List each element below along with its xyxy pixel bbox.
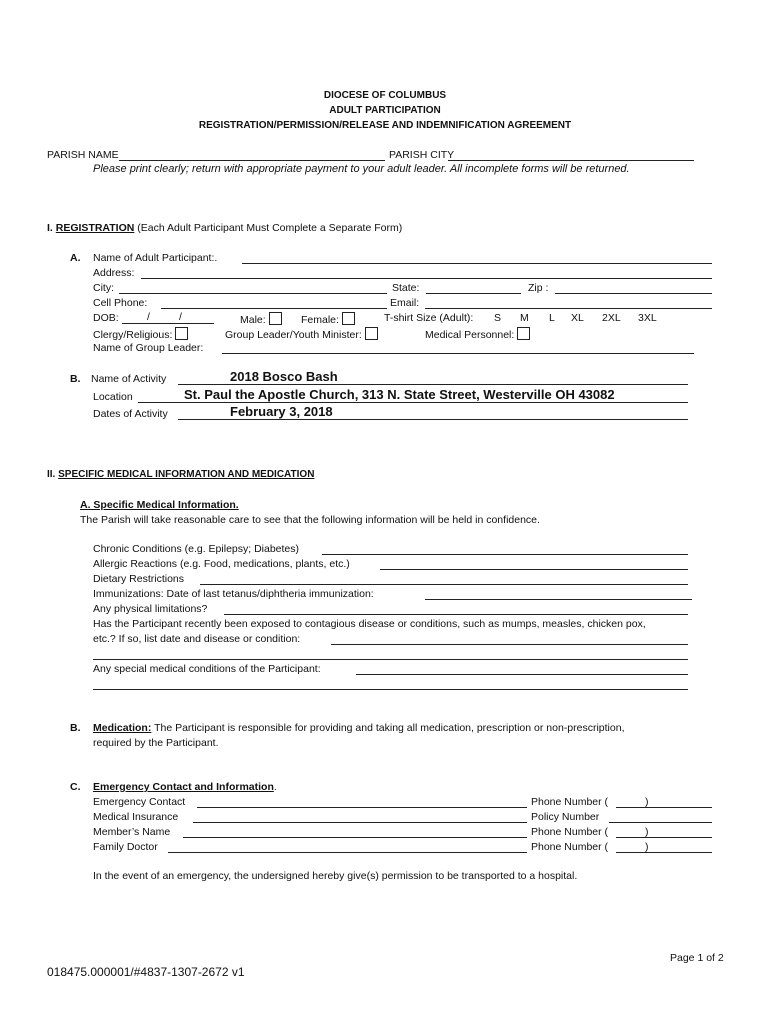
members-phone-field[interactable] bbox=[616, 837, 712, 838]
dates-field[interactable] bbox=[178, 419, 688, 420]
chronic-conditions-label: Chronic Conditions (e.g. Epilepsy; Diabetes) bbox=[93, 543, 300, 555]
group-leader-checkbox[interactable] bbox=[365, 327, 378, 340]
parish-city-field[interactable] bbox=[448, 160, 694, 161]
section-2-text: SPECIFIC MEDICAL INFORMATION AND MEDICATION bbox=[58, 469, 315, 480]
group-leader-label: Group Leader/Youth Minister: bbox=[225, 329, 362, 341]
dob-label: DOB: bbox=[93, 312, 119, 324]
section-1-title bbox=[47, 222, 402, 235]
tshirt-size-l[interactable]: L bbox=[549, 312, 555, 324]
medication-text: The Participant is responsible for providing and taking all medication, prescription or non-prescription, bbox=[154, 722, 625, 734]
family-doctor-label: Family Doctor bbox=[93, 841, 158, 853]
header-adult-participation: ADULT PARTICIPATION bbox=[329, 105, 441, 116]
members-name-field[interactable] bbox=[183, 837, 527, 838]
tshirt-size-2xl[interactable]: 2XL bbox=[602, 312, 621, 324]
dob-field[interactable] bbox=[122, 323, 214, 324]
tshirt-size-xl[interactable]: XL bbox=[571, 312, 584, 324]
instructions-text: Please print clearly; return with appropriate payment to your adult leader. All incomplete forms will be returned. bbox=[93, 163, 630, 175]
male-checkbox[interactable] bbox=[269, 312, 282, 325]
hospital-permission-text: In the event of an emergency, the undersigned hereby give(s) permission to be transported to a hospital. bbox=[93, 870, 578, 882]
clergy-option bbox=[93, 327, 188, 342]
dates-value: February 3, 2018 bbox=[230, 404, 333, 419]
immunizations-label: Immunizations: Date of last tetanus/diphtheria immunization: bbox=[93, 588, 374, 600]
policy-number-label: Policy Number bbox=[531, 811, 600, 823]
dietary-restrictions-field[interactable] bbox=[200, 584, 688, 585]
dates-label: Dates of Activity bbox=[93, 408, 168, 420]
header-agreement-title: REGISTRATION/PERMISSION/RELEASE AND INDEMNIFICATION AGREEMENT bbox=[198, 120, 572, 131]
group-leader-name-field[interactable] bbox=[222, 353, 694, 354]
members-phone-label: Phone Number ( bbox=[531, 826, 609, 838]
contagious-exposure-text: Has the Participant recently been exposed to contagious disease or conditions, such as mumps, measles, chicken pox, bbox=[93, 618, 646, 630]
doctor-phone-close: ) bbox=[645, 841, 649, 853]
doctor-phone-field[interactable] bbox=[616, 852, 712, 853]
email-field[interactable] bbox=[425, 308, 712, 309]
immunizations-field[interactable] bbox=[425, 599, 692, 600]
emergency-contact-heading: Emergency Contact and Information bbox=[93, 781, 274, 793]
state-field[interactable] bbox=[426, 293, 521, 294]
dob-separator-2: / bbox=[179, 311, 182, 323]
group-leader-option bbox=[225, 327, 378, 342]
participant-name-label: Name of Adult Participant:. bbox=[93, 252, 218, 264]
parish-name-field[interactable] bbox=[119, 160, 385, 161]
medication-paragraph bbox=[93, 722, 625, 735]
clergy-label: Clergy/Religious: bbox=[93, 329, 173, 341]
dietary-restrictions-label: Dietary Restrictions bbox=[93, 573, 185, 585]
section-2b-marker: B. bbox=[70, 722, 81, 734]
activity-name-field[interactable] bbox=[178, 384, 688, 385]
city-field[interactable] bbox=[119, 293, 387, 294]
section-1-word: REGISTRATION bbox=[55, 222, 135, 234]
medical-personnel-label: Medical Personnel: bbox=[425, 329, 515, 341]
medical-insurance-field[interactable] bbox=[193, 822, 527, 823]
dob-separator-1: / bbox=[147, 311, 150, 323]
cell-phone-label: Cell Phone: bbox=[93, 297, 148, 309]
tshirt-size-m[interactable]: M bbox=[520, 312, 529, 324]
special-conditions-field[interactable] bbox=[356, 674, 688, 675]
parish-city-label: PARISH CITY bbox=[389, 149, 455, 161]
document-id: 018475.000001/#4837-1307-2672 v1 bbox=[47, 965, 245, 979]
emergency-contact-heading-line bbox=[93, 781, 277, 794]
emergency-phone-field[interactable] bbox=[616, 807, 712, 808]
section-2c-marker: C. bbox=[70, 781, 81, 793]
contagious-exposure-field-2[interactable] bbox=[93, 659, 688, 660]
location-field[interactable] bbox=[138, 402, 688, 403]
section-2-title bbox=[47, 468, 314, 481]
physical-limitations-field[interactable] bbox=[224, 614, 688, 615]
doctor-phone-label: Phone Number ( bbox=[531, 841, 609, 853]
tshirt-size-label: T-shirt Size (Adult): bbox=[384, 312, 474, 324]
section-1b-marker: B. bbox=[70, 373, 81, 385]
female-option bbox=[301, 312, 355, 327]
contagious-exposure-field[interactable] bbox=[331, 644, 688, 645]
medical-personnel-option bbox=[425, 327, 530, 342]
activity-name-label: Name of Activity bbox=[91, 373, 167, 385]
section-1a-marker: A. bbox=[70, 252, 81, 264]
header-diocese: DIOCESE OF COLUMBUS bbox=[323, 90, 447, 101]
location-value: St. Paul the Apostle Church, 313 N. State Street, Westerville OH 43082 bbox=[184, 387, 615, 402]
emergency-contact-label: Emergency Contact bbox=[93, 796, 186, 808]
page-number: Page 1 of 2 bbox=[670, 952, 724, 964]
clergy-checkbox[interactable] bbox=[175, 327, 188, 340]
emergency-phone-close: ) bbox=[645, 796, 649, 808]
section-2-number: II. bbox=[47, 469, 56, 480]
female-checkbox[interactable] bbox=[342, 312, 355, 325]
medication-text-2: required by the Participant. bbox=[93, 737, 219, 749]
allergic-reactions-label: Allergic Reactions (e.g. Food, medications, plants, etc.) bbox=[93, 558, 350, 570]
chronic-conditions-field[interactable] bbox=[322, 554, 688, 555]
special-conditions-field-2[interactable] bbox=[93, 689, 688, 690]
state-label: State: bbox=[392, 282, 420, 294]
physical-limitations-label: Any physical limitations? bbox=[93, 603, 208, 615]
parish-name-label: PARISH NAME bbox=[47, 149, 119, 161]
city-label: City: bbox=[93, 282, 114, 294]
zip-field[interactable] bbox=[555, 293, 712, 294]
policy-number-field[interactable] bbox=[609, 822, 712, 823]
contagious-exposure-prompt: etc.? If so, list date and disease or condition: bbox=[93, 633, 301, 645]
activity-name-value: 2018 Bosco Bash bbox=[230, 369, 338, 384]
emergency-phone-label: Phone Number ( bbox=[531, 796, 609, 808]
male-label: Male: bbox=[240, 314, 266, 326]
members-phone-close: ) bbox=[645, 826, 649, 838]
male-option bbox=[240, 312, 282, 327]
members-name-label: Member’s Name bbox=[93, 826, 171, 838]
confidentiality-text: The Parish will take reasonable care to see that the following information will be held in confidence. bbox=[80, 514, 540, 526]
emergency-heading-period: . bbox=[273, 781, 277, 793]
emergency-contact-field[interactable] bbox=[197, 807, 527, 808]
address-label: Address: bbox=[93, 267, 135, 279]
medical-personnel-checkbox[interactable] bbox=[517, 327, 530, 340]
family-doctor-field[interactable] bbox=[168, 852, 527, 853]
location-label: Location bbox=[93, 391, 133, 403]
special-conditions-label: Any special medical conditions of the Participant: bbox=[93, 663, 321, 675]
section-1-note: (Each Adult Participant Must Complete a Separate Form) bbox=[137, 222, 403, 234]
group-leader-name-label: Name of Group Leader: bbox=[93, 342, 204, 354]
tshirt-size-s[interactable]: S bbox=[494, 312, 502, 324]
tshirt-size-3xl[interactable]: 3XL bbox=[638, 312, 657, 324]
medication-heading: Medication: bbox=[93, 722, 152, 734]
participant-name-field[interactable] bbox=[242, 263, 712, 264]
cell-phone-field[interactable] bbox=[161, 308, 387, 309]
medical-insurance-label: Medical Insurance bbox=[93, 811, 179, 823]
email-label: Email: bbox=[390, 297, 420, 309]
zip-label: Zip : bbox=[528, 282, 549, 294]
specific-medical-heading: A. Specific Medical Information. bbox=[80, 499, 239, 511]
section-1-number: I. bbox=[47, 222, 53, 234]
address-field[interactable] bbox=[141, 278, 712, 279]
allergic-reactions-field[interactable] bbox=[380, 569, 688, 570]
female-label: Female: bbox=[301, 314, 339, 326]
